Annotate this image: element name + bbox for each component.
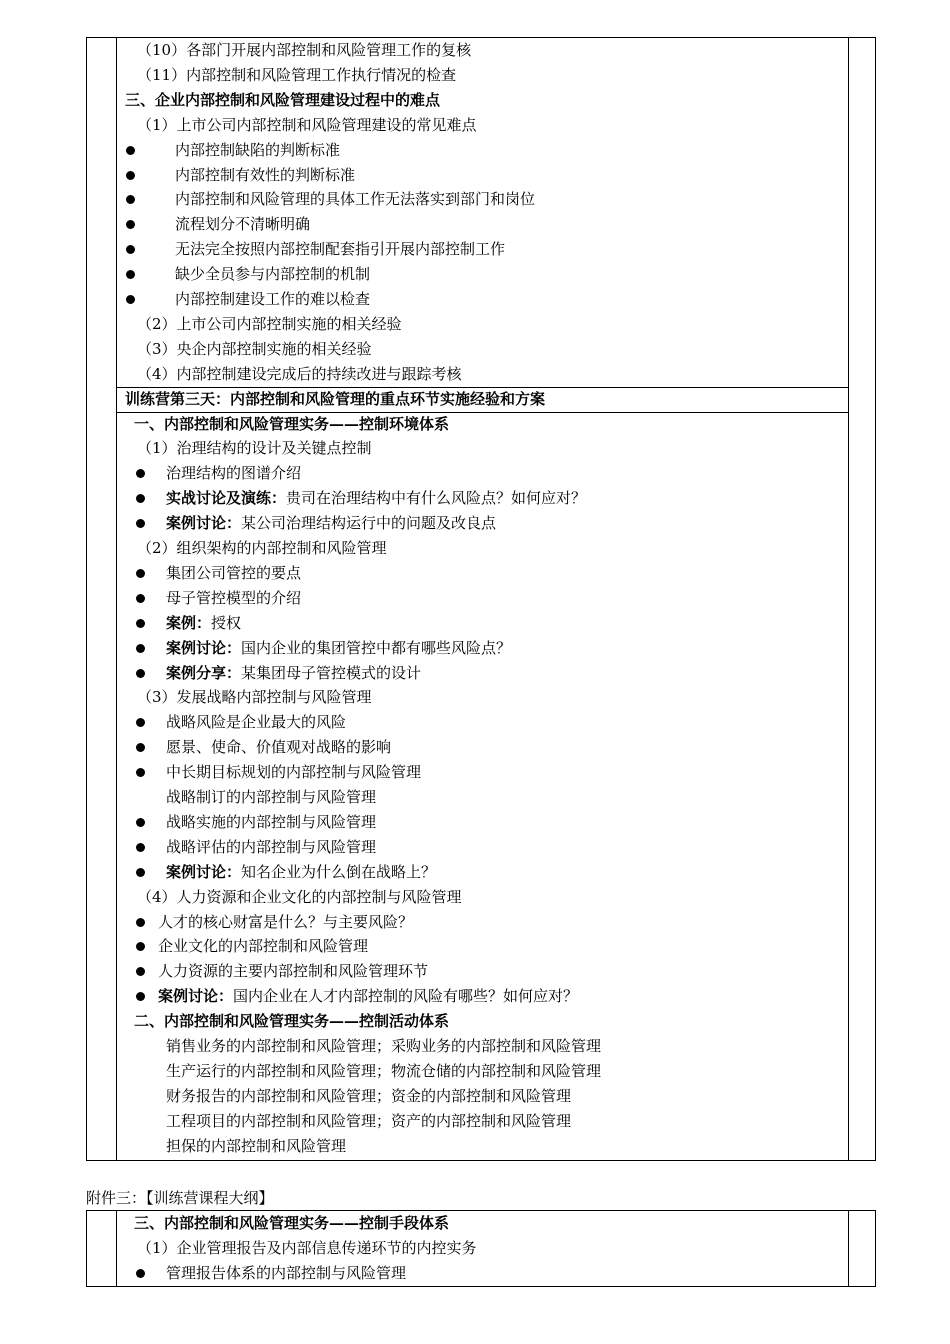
bullet-dot-icon bbox=[136, 918, 145, 927]
bullet-item bbox=[166, 461, 301, 486]
item-text: 战略制订的内部控制与风险管理 bbox=[166, 788, 377, 806]
item-text: 销售业务的内部控制和风险管理；采购业务的内部控制和风险管理 bbox=[166, 1037, 602, 1055]
bullet-dot-icon bbox=[136, 843, 145, 852]
bullet-item bbox=[166, 636, 511, 661]
bullet-dot-icon bbox=[136, 619, 145, 628]
item-text: 三、企业内部控制和风险管理建设过程中的难点 bbox=[125, 90, 441, 109]
bullet-item bbox=[175, 262, 370, 287]
item-text: 人才的核心财富是什么？与主要风险？ bbox=[158, 912, 414, 931]
bullet-item bbox=[166, 810, 376, 835]
item-text: 内部控制缺陷的判断标准 bbox=[175, 140, 341, 159]
bullet-item bbox=[158, 934, 368, 959]
section-heading bbox=[125, 88, 440, 113]
item-text: 战略风险是企业最大的风险 bbox=[166, 713, 347, 732]
item-text: （1）上市公司内部控制和风险管理建设的常见难点 bbox=[137, 115, 477, 134]
outline-line bbox=[137, 885, 462, 910]
bullet-dot-icon bbox=[136, 1269, 145, 1278]
appendix-note: 附件三：【训练营课程大纲】 bbox=[86, 1189, 274, 1207]
bullet-dot-icon bbox=[136, 818, 145, 827]
item-text: 企业文化的内部控制和风险管理 bbox=[158, 937, 369, 956]
outline-line bbox=[137, 113, 477, 138]
bullet-item bbox=[158, 984, 578, 1009]
section-heading bbox=[134, 1211, 449, 1236]
bullet-item bbox=[175, 187, 535, 212]
bullet-item bbox=[166, 860, 436, 885]
bullet-dot-icon bbox=[136, 569, 145, 578]
bullet-item bbox=[166, 735, 391, 760]
item-text: 战略评估的内部控制与风险管理 bbox=[166, 837, 377, 856]
item-text: 愿景、使命、价值观对战略的影响 bbox=[166, 738, 392, 757]
bullet-item bbox=[166, 661, 421, 686]
item-text: （1）企业管理报告及内部信息传递环节的内控实务 bbox=[137, 1238, 477, 1257]
bullet-item bbox=[175, 163, 355, 188]
bullet-item bbox=[175, 287, 370, 312]
item-text: 某公司治理结构运行中的问题及改良点 bbox=[241, 514, 497, 533]
item-text: 内部控制建设工作的难以检查 bbox=[175, 290, 371, 308]
item-text: （3）央企内部控制实施的相关经验 bbox=[137, 339, 372, 358]
bullet-item bbox=[175, 237, 505, 262]
bullet-item bbox=[175, 212, 310, 237]
item-label: 案例讨论： bbox=[166, 514, 242, 533]
item-text: （4）人力资源和企业文化的内部控制与风险管理 bbox=[137, 887, 462, 906]
bullet-item bbox=[166, 611, 241, 636]
item-text: 管理报告体系的内部控制与风险管理 bbox=[166, 1263, 407, 1282]
bullet-item bbox=[166, 760, 421, 785]
item-text: （4）内部控制建设完成后的持续改进与跟踪考核 bbox=[137, 364, 462, 383]
item-text: 某集团母子管控模式的设计 bbox=[241, 663, 422, 682]
item-text: 治理结构的图谱介绍 bbox=[166, 464, 302, 483]
bullet-dot-icon bbox=[126, 295, 135, 304]
outline-line bbox=[137, 1236, 477, 1261]
item-text: （11）内部控制和风险管理工作执行情况的检查 bbox=[137, 65, 457, 84]
bullet-item bbox=[166, 561, 301, 586]
item-text: 无法完全按照内部控制配套指引开展内部控制工作 bbox=[175, 240, 506, 259]
outline-line bbox=[166, 1034, 601, 1059]
table-left-column-line bbox=[116, 38, 117, 1160]
item-text: 集团公司管控的要点 bbox=[166, 563, 302, 582]
outline-line bbox=[166, 1084, 571, 1109]
item-text: 国内企业在人才内部控制的风险有哪些？如何应对？ bbox=[233, 987, 579, 1006]
item-text: 人力资源的主要内部控制和风险管理环节 bbox=[158, 962, 429, 981]
bullet-item bbox=[166, 1261, 406, 1286]
item-label: 案例： bbox=[166, 613, 212, 632]
item-text: 工程项目的内部控制和风险管理；资产的内部控制和风险管理 bbox=[166, 1111, 572, 1130]
item-text: 知名企业为什么倒在战略上？ bbox=[241, 862, 437, 881]
bullet-item bbox=[166, 835, 376, 860]
table-right-column-line bbox=[848, 38, 849, 1160]
bullet-item bbox=[166, 511, 496, 536]
item-text: 授权 bbox=[211, 613, 242, 632]
outline-line bbox=[166, 1059, 601, 1084]
item-label: 实战讨论及演练： bbox=[166, 489, 287, 508]
item-text: 战略实施的内部控制与风险管理 bbox=[166, 812, 377, 831]
bullet-item bbox=[158, 959, 428, 984]
item-text: 一、内部控制和风险管理实务——控制环境体系 bbox=[134, 414, 450, 433]
item-label: 案例讨论： bbox=[166, 638, 242, 657]
item-text: （1）治理结构的设计及关键点控制 bbox=[137, 439, 372, 458]
item-text: 内部控制和风险管理的具体工作无法落实到部门和岗位 bbox=[175, 190, 536, 209]
item-label: 案例讨论： bbox=[166, 862, 242, 881]
bullet-dot-icon bbox=[126, 146, 135, 155]
item-text: 训练营第三天：内部控制和风险管理的重点环节实施经验和方案 bbox=[125, 389, 546, 408]
table-right-column-line bbox=[848, 1211, 849, 1286]
item-text: 生产运行的内部控制和风险管理；物流仓储的内部控制和风险管理 bbox=[166, 1061, 602, 1080]
outline-line bbox=[137, 685, 372, 710]
bullet-item bbox=[175, 138, 340, 163]
outline-line bbox=[137, 536, 387, 561]
bullet-item bbox=[166, 486, 586, 511]
bullet-dot-icon bbox=[136, 868, 145, 877]
item-text: 二、内部控制和风险管理实务——控制活动体系 bbox=[134, 1012, 450, 1031]
outline-line bbox=[166, 1109, 571, 1134]
item-text: （10）各部门开展内部控制和风险管理工作的复核 bbox=[137, 41, 472, 59]
item-label: 案例讨论： bbox=[158, 987, 234, 1006]
outline-line bbox=[137, 63, 456, 88]
item-text: 流程划分不清晰明确 bbox=[175, 215, 311, 234]
bullet-dot-icon bbox=[136, 669, 145, 678]
bullet-item bbox=[158, 910, 413, 935]
outline-line bbox=[137, 436, 372, 461]
outline-line bbox=[137, 337, 372, 362]
bullet-dot-icon bbox=[136, 594, 145, 603]
bullet-item bbox=[166, 710, 346, 735]
outline-line bbox=[166, 1134, 346, 1159]
outline-line bbox=[137, 362, 462, 387]
outline-line bbox=[166, 785, 376, 810]
item-text: 财务报告的内部控制和风险管理；资金的内部控制和风险管理 bbox=[166, 1086, 572, 1105]
item-text: 缺少全员参与内部控制的机制 bbox=[175, 265, 371, 284]
section-heading bbox=[125, 387, 545, 412]
item-text: （2）组织架构的内部控制和风险管理 bbox=[137, 539, 387, 557]
item-text: 三、内部控制和风险管理实务——控制手段体系 bbox=[134, 1214, 450, 1232]
bullet-item bbox=[166, 586, 301, 611]
outline-line bbox=[137, 38, 471, 63]
item-label: 案例分享： bbox=[166, 663, 242, 682]
item-text: 内部控制有效性的判断标准 bbox=[175, 165, 356, 184]
item-text: 贵司在治理结构中有什么风险点？如何应对？ bbox=[286, 489, 587, 508]
section-heading bbox=[134, 412, 449, 437]
item-text: 担保的内部控制和风险管理 bbox=[166, 1136, 347, 1155]
item-text: （2）上市公司内部控制实施的相关经验 bbox=[137, 314, 402, 333]
item-text: 母子管控模型的介绍 bbox=[166, 588, 302, 607]
table-left-column-line bbox=[116, 1211, 117, 1286]
bullet-dot-icon bbox=[136, 644, 145, 653]
item-text: 国内企业的集团管控中都有哪些风险点？ bbox=[241, 638, 512, 657]
item-text: （3）发展战略内部控制与风险管理 bbox=[137, 688, 372, 707]
outline-line bbox=[137, 312, 402, 337]
item-text: 中长期目标规划的内部控制与风险管理 bbox=[166, 763, 422, 782]
bullet-dot-icon bbox=[126, 171, 135, 180]
section-heading bbox=[134, 1009, 449, 1034]
